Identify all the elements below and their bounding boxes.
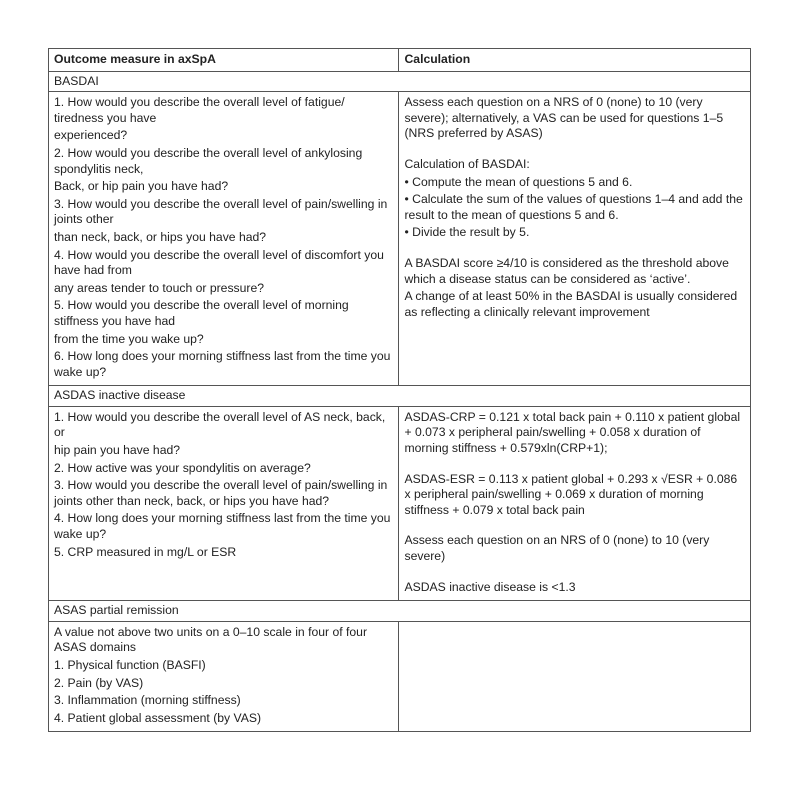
basdai-calc-bullet-3: • Divide the result by 5.	[404, 225, 530, 240]
basdai-q4: 4. How would you describe the overall level of discomfort you have had from	[54, 247, 384, 278]
asas-calculation-empty	[399, 621, 751, 732]
asdas-q3: 3. How would you describe the overall level of pain/swelling in joints other than neck, back, or hips you have had?	[54, 478, 388, 508]
basdai-questions	[49, 92, 399, 386]
outcome-measures-table	[48, 48, 751, 732]
basdai-q5: 5. How would you describe the overall level of morning stiffness you have had	[54, 298, 349, 328]
basdai-calc-change: A change of at least 50% in the BASDAI is usually considered as reflecting a clinically relevant improvement	[404, 289, 738, 319]
basdai-q3-cont: than neck, back, or hips you have had?	[54, 229, 267, 244]
basdai-q3: 3. How would you describe the overall level of pain/swelling in joints other	[54, 196, 388, 227]
asas-domain-4: 4. Patient global assessment (by VAS)	[54, 710, 262, 725]
basdai-q6: 6. How long does your morning stiffness last from the time you wake up?	[54, 349, 391, 379]
section-title-asas: ASAS partial remission	[49, 601, 751, 622]
section-title-basdai: BASDAI	[49, 71, 751, 92]
asas-row	[49, 621, 751, 732]
basdai-calc-bullet-2: • Calculate the sum of the values of questions 1–4 and add the result to the mean of questions 5 and 6.	[404, 192, 743, 222]
asdas-calc-inactive: ASDAS inactive disease is <1.3	[404, 579, 576, 594]
asdas-q1: 1. How would you describe the overall level of AS neck, back, or	[54, 409, 386, 440]
asdas-questions	[49, 406, 399, 600]
asdas-q4: 4. How long does your morning stiffness last from the time you wake up?	[54, 511, 391, 542]
basdai-calc-intro: Assess each question on a NRS of 0 (none) to 10 (very severe); alternatively, a VAS can be used for questions 1–5 (NRS preferred by ASAS)	[404, 95, 724, 141]
basdai-q1-cont: experienced?	[54, 128, 128, 143]
basdai-q1: 1. How would you describe the overall level of fatigue/ tiredness you have	[54, 95, 345, 125]
section-row-asdas	[49, 386, 751, 407]
asdas-calc-assess: Assess each question on an NRS of 0 (none) to 10 (very severe)	[404, 533, 710, 564]
asdas-q5: 5. CRP measured in mg/L or ESR	[54, 544, 237, 559]
basdai-calc-bullet-1: • Compute the mean of questions 5 and 6.	[404, 174, 633, 189]
asdas-calc-esr: ASDAS-ESR = 0.113 x patient global + 0.293 x √ESR + 0.086 x peripheral pain/swelling + 0.069 x duration of morning stiffness + 0.079 x total back pain	[404, 471, 738, 517]
header-row	[49, 49, 751, 72]
asdas-q1-cont: hip pain you have had?	[54, 443, 181, 458]
basdai-q2-cont: Back, or hip pain you have had?	[54, 179, 229, 194]
basdai-row	[49, 92, 751, 386]
asas-domain-3: 3. Inflammation (morning stiffness)	[54, 693, 241, 708]
asdas-row	[49, 406, 751, 600]
basdai-calculation	[399, 92, 751, 386]
basdai-q5-cont: from the time you wake up?	[54, 331, 204, 346]
asas-intro: A value not above two units on a 0–10 scale in four of four ASAS domains	[54, 624, 368, 655]
section-title-asdas: ASDAS inactive disease	[49, 386, 751, 407]
basdai-q4-cont: any areas tender to touch or pressure?	[54, 280, 265, 295]
asas-domain-2: 2. Pain (by VAS)	[54, 675, 144, 690]
header-calculation: Calculation	[399, 49, 751, 72]
section-row-basdai	[49, 71, 751, 92]
asdas-q2: 2. How active was your spondylitis on average?	[54, 460, 311, 475]
asas-criteria	[49, 621, 399, 732]
section-row-asas	[49, 601, 751, 622]
header-outcome: Outcome measure in axSpA	[49, 49, 399, 72]
asdas-calc-crp: ASDAS-CRP = 0.121 x total back pain + 0.110 x patient global + 0.073 x peripheral pain/swelling + 0.058 x duration of morning stiffness + 0.579xln(CRP+1);	[404, 409, 741, 456]
basdai-calc-heading: Calculation of BASDAI:	[404, 156, 530, 171]
basdai-q2: 2. How would you describe the overall level of ankylosing spondylitis neck,	[54, 145, 363, 176]
asdas-calculation	[399, 406, 751, 600]
basdai-calc-threshold: A BASDAI score ≥4/10 is considered as the threshold above which a disease status can be considered as ‘active’.	[404, 255, 729, 286]
asas-domain-1: 1. Physical function (BASFI)	[54, 658, 206, 672]
